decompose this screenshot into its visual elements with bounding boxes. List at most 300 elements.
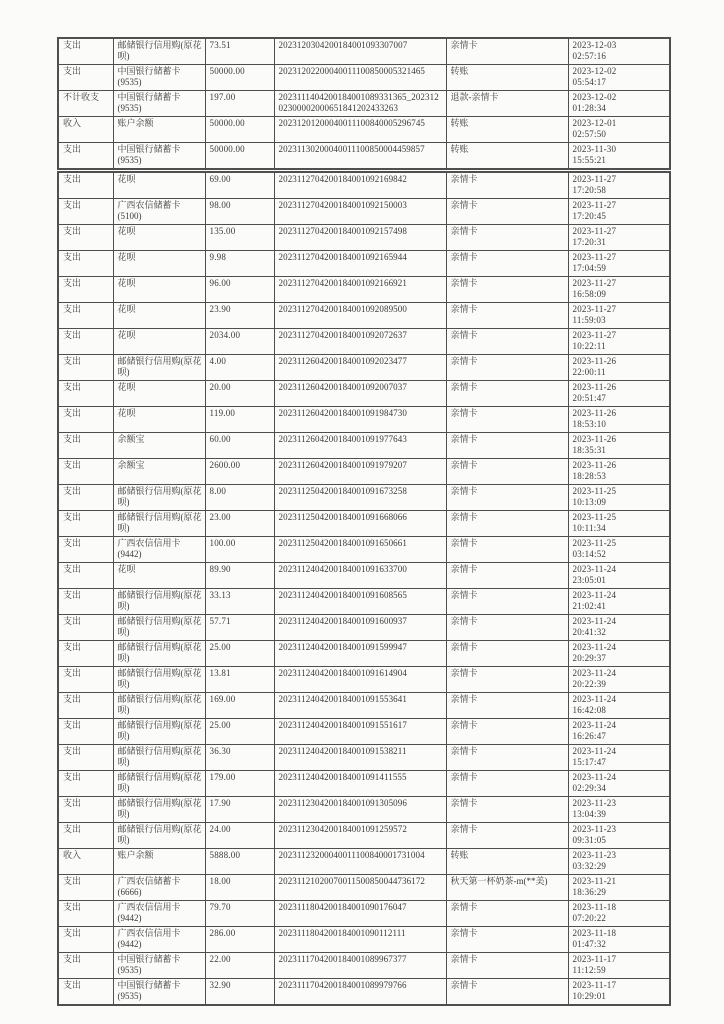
transaction-id-cell: 2023111804200184001090176047 bbox=[274, 901, 446, 927]
date-line: 2023-12-03 bbox=[572, 40, 617, 50]
time-line: 18:53:10 bbox=[572, 419, 607, 429]
time-line: 10:13:09 bbox=[572, 497, 607, 507]
datetime-cell bbox=[568, 745, 670, 771]
time-line: 10:11:34 bbox=[572, 523, 606, 533]
time-line: 17:04:59 bbox=[572, 263, 607, 273]
transaction-id-cell: 2023112704200184001092169842 bbox=[274, 172, 446, 199]
time-line: 15:55:21 bbox=[572, 155, 607, 165]
date-line: 2023-11-25 bbox=[572, 512, 617, 522]
remark-cell: 亲情卡 bbox=[446, 693, 568, 719]
transaction-row bbox=[58, 65, 670, 91]
date-line: 2023-11-27 bbox=[572, 278, 617, 288]
flow-type-cell: 支出 bbox=[58, 823, 113, 849]
transaction-id-cell: 2023112704200184001092166921 bbox=[274, 277, 446, 303]
time-line: 23:05:01 bbox=[572, 575, 607, 585]
payment-method-cell: 邮储银行信用购(原花呗) bbox=[113, 355, 205, 381]
remark-cell: 亲情卡 bbox=[446, 407, 568, 433]
datetime-cell bbox=[568, 927, 670, 953]
amount-cell: 179.00 bbox=[205, 771, 274, 797]
time-line: 16:42:08 bbox=[572, 705, 607, 715]
datetime-cell bbox=[568, 589, 670, 615]
transaction-row bbox=[58, 615, 670, 641]
amount-cell: 36.30 bbox=[205, 745, 274, 771]
flow-type-cell: 支出 bbox=[58, 329, 113, 355]
transaction-id-cell: 2023112704200184001092157498 bbox=[274, 225, 446, 251]
flow-type-cell: 支出 bbox=[58, 615, 113, 641]
date-line: 2023-11-23 bbox=[572, 850, 617, 860]
time-line: 21:02:41 bbox=[572, 601, 607, 611]
transaction-row bbox=[58, 172, 670, 199]
remark-cell: 亲情卡 bbox=[446, 199, 568, 225]
payment-method-cell: 邮储银行信用购(原花呗) bbox=[113, 823, 205, 849]
transaction-id-cell: 20231121020070011500850044736172 bbox=[274, 875, 446, 901]
remark-cell: 亲情卡 bbox=[446, 38, 568, 65]
datetime-cell bbox=[568, 117, 670, 143]
payment-method-cell: 广西农信信用卡(9442) bbox=[113, 901, 205, 927]
time-line: 20:41:32 bbox=[572, 627, 607, 637]
flow-type-cell: 支出 bbox=[58, 433, 113, 459]
datetime-cell bbox=[568, 719, 670, 745]
transaction-id-cell: 20231202200040011100850005321465 bbox=[274, 65, 446, 91]
payment-method-cell: 花呗 bbox=[113, 407, 205, 433]
datetime-cell bbox=[568, 407, 670, 433]
payment-method-cell: 邮储银行信用购(原花呗) bbox=[113, 511, 205, 537]
time-line: 01:47:32 bbox=[572, 939, 607, 949]
transaction-row bbox=[58, 927, 670, 953]
transaction-id-cell: 2023112504200184001091668066 bbox=[274, 511, 446, 537]
payment-method-cell: 中国银行储蓄卡(9535) bbox=[113, 143, 205, 170]
amount-cell: 79.70 bbox=[205, 901, 274, 927]
payment-method-cell: 邮储银行信用购(原花呗) bbox=[113, 693, 205, 719]
payment-method-cell: 花呗 bbox=[113, 381, 205, 407]
flow-type-cell: 支出 bbox=[58, 875, 113, 901]
time-line: 10:22:11 bbox=[572, 341, 606, 351]
remark-cell: 亲情卡 bbox=[446, 355, 568, 381]
remark-cell: 亲情卡 bbox=[446, 667, 568, 693]
transaction-id-cell: 2023111704200184001089979766 bbox=[274, 979, 446, 1006]
remark-cell: 亲情卡 bbox=[446, 797, 568, 823]
transaction-id-cell: 2023112404200184001091608565 bbox=[274, 589, 446, 615]
datetime-cell bbox=[568, 797, 670, 823]
amount-cell: 4.00 bbox=[205, 355, 274, 381]
time-line: 17:20:45 bbox=[572, 211, 607, 221]
amount-cell: 13.81 bbox=[205, 667, 274, 693]
payment-method-cell: 余额宝 bbox=[113, 433, 205, 459]
remark-cell: 亲情卡 bbox=[446, 303, 568, 329]
transaction-row bbox=[58, 953, 670, 979]
transaction-id-cell: 2023112704200184001092089500 bbox=[274, 303, 446, 329]
amount-cell: 100.00 bbox=[205, 537, 274, 563]
transaction-id-cell: 2023111804200184001090112111 bbox=[274, 927, 446, 953]
transaction-row bbox=[58, 849, 670, 875]
date-line: 2023-11-24 bbox=[572, 642, 617, 652]
date-line: 2023-11-24 bbox=[572, 616, 617, 626]
remark-cell: 亲情卡 bbox=[446, 433, 568, 459]
amount-cell: 25.00 bbox=[205, 641, 274, 667]
flow-type-cell: 支出 bbox=[58, 901, 113, 927]
remark-cell: 亲情卡 bbox=[446, 589, 568, 615]
datetime-cell bbox=[568, 693, 670, 719]
date-line: 2023-11-27 bbox=[572, 226, 617, 236]
transaction-id-cell: 2023112404200184001091411555 bbox=[274, 771, 446, 797]
amount-cell: 17.90 bbox=[205, 797, 274, 823]
amount-cell: 119.00 bbox=[205, 407, 274, 433]
flow-type-cell: 支出 bbox=[58, 199, 113, 225]
date-line: 2023-11-24 bbox=[572, 720, 617, 730]
transaction-id-cell: 2023112504200184001091650661 bbox=[274, 537, 446, 563]
transaction-row bbox=[58, 459, 670, 485]
flow-type-cell: 支出 bbox=[58, 303, 113, 329]
amount-cell: 8.00 bbox=[205, 485, 274, 511]
time-line: 16:26:47 bbox=[572, 731, 607, 741]
transaction-row bbox=[58, 901, 670, 927]
flow-type-cell: 收入 bbox=[58, 117, 113, 143]
flow-type-cell: 支出 bbox=[58, 355, 113, 381]
datetime-cell bbox=[568, 381, 670, 407]
amount-cell: 135.00 bbox=[205, 225, 274, 251]
amount-cell: 50000.00 bbox=[205, 117, 274, 143]
datetime-cell bbox=[568, 38, 670, 65]
remark-cell: 亲情卡 bbox=[446, 745, 568, 771]
remark-cell: 亲情卡 bbox=[446, 277, 568, 303]
transaction-row bbox=[58, 693, 670, 719]
transaction-row bbox=[58, 433, 670, 459]
amount-cell: 197.00 bbox=[205, 91, 274, 117]
transaction-row bbox=[58, 537, 670, 563]
transaction-id-cell: 2023111704200184001089967377 bbox=[274, 953, 446, 979]
amount-cell: 32.90 bbox=[205, 979, 274, 1006]
payment-method-cell: 花呗 bbox=[113, 563, 205, 589]
remark-cell: 亲情卡 bbox=[446, 459, 568, 485]
time-line: 16:58:09 bbox=[572, 289, 607, 299]
payment-method-cell: 花呗 bbox=[113, 251, 205, 277]
transaction-id-cell: 2023112704200184001092150003 bbox=[274, 199, 446, 225]
date-line: 2023-11-24 bbox=[572, 564, 617, 574]
time-line: 17:20:31 bbox=[572, 237, 607, 247]
transaction-row bbox=[58, 329, 670, 355]
amount-cell: 22.00 bbox=[205, 953, 274, 979]
amount-cell: 9.98 bbox=[205, 251, 274, 277]
date-line: 2023-11-27 bbox=[572, 304, 617, 314]
date-line: 2023-11-24 bbox=[572, 746, 617, 756]
time-line: 02:29:34 bbox=[572, 783, 607, 793]
date-line: 2023-11-23 bbox=[572, 798, 617, 808]
transaction-row bbox=[58, 589, 670, 615]
flow-type-cell: 支出 bbox=[58, 927, 113, 953]
date-line: 2023-11-24 bbox=[572, 590, 617, 600]
payment-method-cell: 花呗 bbox=[113, 277, 205, 303]
time-line: 02:57:50 bbox=[572, 129, 607, 139]
amount-cell: 98.00 bbox=[205, 199, 274, 225]
transaction-id-cell: 2023112404200184001091551617 bbox=[274, 719, 446, 745]
datetime-cell bbox=[568, 615, 670, 641]
transaction-id-cell: 2023112404200184001091599947 bbox=[274, 641, 446, 667]
flow-type-cell: 支出 bbox=[58, 953, 113, 979]
time-line: 05:54:17 bbox=[572, 77, 607, 87]
flow-type-cell: 支出 bbox=[58, 485, 113, 511]
datetime-cell bbox=[568, 199, 670, 225]
date-line: 2023-11-24 bbox=[572, 668, 617, 678]
transaction-row bbox=[58, 407, 670, 433]
datetime-cell bbox=[568, 979, 670, 1006]
time-line: 11:59:03 bbox=[572, 315, 606, 325]
transactions-table-top-body bbox=[58, 38, 670, 169]
flow-type-cell: 支出 bbox=[58, 511, 113, 537]
datetime-cell bbox=[568, 329, 670, 355]
transaction-id-cell: 2023112404200184001091553641 bbox=[274, 693, 446, 719]
transaction-id-cell: 20231130200040011100850004459857 bbox=[274, 143, 446, 170]
flow-type-cell: 支出 bbox=[58, 38, 113, 65]
payment-method-cell: 邮储银行信用购(原花呗) bbox=[113, 745, 205, 771]
date-line: 2023-12-01 bbox=[572, 118, 617, 128]
remark-cell: 亲情卡 bbox=[446, 719, 568, 745]
datetime-cell bbox=[568, 901, 670, 927]
flow-type-cell: 不计收支 bbox=[58, 91, 113, 117]
transaction-row bbox=[58, 199, 670, 225]
date-line: 2023-12-02 bbox=[572, 92, 617, 102]
amount-cell: 50000.00 bbox=[205, 143, 274, 170]
flow-type-cell: 支出 bbox=[58, 693, 113, 719]
time-line: 10:29:01 bbox=[572, 991, 607, 1001]
payment-method-cell: 花呗 bbox=[113, 225, 205, 251]
transaction-row bbox=[58, 797, 670, 823]
flow-type-cell: 支出 bbox=[58, 407, 113, 433]
flow-type-cell: 支出 bbox=[58, 771, 113, 797]
time-line: 15:17:47 bbox=[572, 757, 607, 767]
amount-cell: 57.71 bbox=[205, 615, 274, 641]
transaction-id-cell: 20231123200040011100840001731004 bbox=[274, 849, 446, 875]
datetime-cell bbox=[568, 511, 670, 537]
transaction-id-cell: 2023112504200184001091673258 bbox=[274, 485, 446, 511]
payment-method-cell: 邮储银行信用购(原花呗) bbox=[113, 771, 205, 797]
amount-cell: 286.00 bbox=[205, 927, 274, 953]
flow-type-cell: 支出 bbox=[58, 719, 113, 745]
remark-cell: 亲情卡 bbox=[446, 537, 568, 563]
payment-method-cell: 中国银行储蓄卡(9535) bbox=[113, 65, 205, 91]
flow-type-cell: 支出 bbox=[58, 745, 113, 771]
transaction-id-cell: 2023112604200184001092023477 bbox=[274, 355, 446, 381]
amount-cell: 60.00 bbox=[205, 433, 274, 459]
transaction-row bbox=[58, 745, 670, 771]
time-line: 20:29:37 bbox=[572, 653, 607, 663]
time-line: 03:32:29 bbox=[572, 861, 607, 871]
transaction-id-cell: 2023112604200184001092007037 bbox=[274, 381, 446, 407]
transaction-id-cell: 2023111404200184001089331365_20231202300002000651841202433263 bbox=[274, 91, 446, 117]
date-line: 2023-11-18 bbox=[572, 902, 617, 912]
transaction-id-cell: 2023112404200184001091633700 bbox=[274, 563, 446, 589]
flow-type-cell: 支出 bbox=[58, 143, 113, 170]
amount-cell: 18.00 bbox=[205, 875, 274, 901]
payment-method-cell: 邮储银行信用购(原花呗) bbox=[113, 667, 205, 693]
transaction-row bbox=[58, 979, 670, 1006]
flow-type-cell: 支出 bbox=[58, 251, 113, 277]
transaction-row bbox=[58, 251, 670, 277]
amount-cell: 25.00 bbox=[205, 719, 274, 745]
date-line: 2023-11-18 bbox=[572, 928, 617, 938]
flow-type-cell: 支出 bbox=[58, 459, 113, 485]
transaction-id-cell: 2023112404200184001091538211 bbox=[274, 745, 446, 771]
payment-method-cell: 邮储银行信用购(原花呗) bbox=[113, 641, 205, 667]
time-line: 02:57:16 bbox=[572, 51, 607, 61]
date-line: 2023-11-27 bbox=[572, 330, 617, 340]
remark-cell: 亲情卡 bbox=[446, 225, 568, 251]
transaction-row bbox=[58, 117, 670, 143]
datetime-cell bbox=[568, 823, 670, 849]
transaction-row bbox=[58, 641, 670, 667]
remark-cell: 转账 bbox=[446, 143, 568, 170]
date-line: 2023-11-25 bbox=[572, 538, 617, 548]
flow-type-cell: 支出 bbox=[58, 797, 113, 823]
datetime-cell bbox=[568, 65, 670, 91]
amount-cell: 169.00 bbox=[205, 693, 274, 719]
payment-method-cell: 邮储银行信用购(原花呗) bbox=[113, 485, 205, 511]
transaction-row bbox=[58, 277, 670, 303]
transaction-row bbox=[58, 225, 670, 251]
datetime-cell bbox=[568, 641, 670, 667]
remark-cell: 亲情卡 bbox=[446, 615, 568, 641]
amount-cell: 2034.00 bbox=[205, 329, 274, 355]
remark-cell: 亲情卡 bbox=[446, 485, 568, 511]
payment-method-cell: 邮储银行信用购(原花呗) bbox=[113, 589, 205, 615]
time-line: 20:51:47 bbox=[572, 393, 607, 403]
flow-type-cell: 支出 bbox=[58, 979, 113, 1006]
amount-cell: 23.00 bbox=[205, 511, 274, 537]
flow-type-cell: 支出 bbox=[58, 65, 113, 91]
transaction-id-cell: 2023112604200184001091979207 bbox=[274, 459, 446, 485]
payment-method-cell: 中国银行储蓄卡(9535) bbox=[113, 953, 205, 979]
flow-type-cell: 收入 bbox=[58, 849, 113, 875]
remark-cell: 亲情卡 bbox=[446, 979, 568, 1006]
payment-method-cell: 中国银行储蓄卡(9535) bbox=[113, 979, 205, 1006]
transaction-id-cell: 2023112404200184001091614904 bbox=[274, 667, 446, 693]
time-line: 18:28:53 bbox=[572, 471, 607, 481]
payment-method-cell: 广西农信信用卡(9442) bbox=[113, 927, 205, 953]
transaction-row bbox=[58, 38, 670, 65]
datetime-cell bbox=[568, 667, 670, 693]
flow-type-cell: 支出 bbox=[58, 667, 113, 693]
datetime-cell bbox=[568, 849, 670, 875]
transaction-row bbox=[58, 563, 670, 589]
transactions-table-top bbox=[57, 37, 671, 170]
date-line: 2023-11-26 bbox=[572, 460, 617, 470]
datetime-cell bbox=[568, 485, 670, 511]
time-line: 18:35:31 bbox=[572, 445, 607, 455]
time-line: 17:20:58 bbox=[572, 185, 607, 195]
datetime-cell bbox=[568, 91, 670, 117]
flow-type-cell: 支出 bbox=[58, 563, 113, 589]
amount-cell: 33.13 bbox=[205, 589, 274, 615]
amount-cell: 5888.00 bbox=[205, 849, 274, 875]
amount-cell: 89.90 bbox=[205, 563, 274, 589]
datetime-cell bbox=[568, 771, 670, 797]
remark-cell: 亲情卡 bbox=[446, 823, 568, 849]
amount-cell: 50000.00 bbox=[205, 65, 274, 91]
payment-method-cell: 中国银行储蓄卡(9535) bbox=[113, 91, 205, 117]
time-line: 22:00:11 bbox=[572, 367, 606, 377]
date-line: 2023-12-02 bbox=[572, 66, 617, 76]
datetime-cell bbox=[568, 433, 670, 459]
datetime-cell bbox=[568, 537, 670, 563]
date-line: 2023-11-23 bbox=[572, 824, 617, 834]
remark-cell: 退款-亲情卡 bbox=[446, 91, 568, 117]
flow-type-cell: 支出 bbox=[58, 537, 113, 563]
date-line: 2023-11-24 bbox=[572, 772, 617, 782]
date-line: 2023-11-26 bbox=[572, 434, 617, 444]
datetime-cell bbox=[568, 251, 670, 277]
time-line: 11:12:59 bbox=[572, 965, 606, 975]
datetime-cell bbox=[568, 225, 670, 251]
remark-cell: 亲情卡 bbox=[446, 329, 568, 355]
transaction-id-cell: 20231201200040011100840005296745 bbox=[274, 117, 446, 143]
date-line: 2023-11-27 bbox=[572, 174, 617, 184]
remark-cell: 亲情卡 bbox=[446, 251, 568, 277]
transaction-row bbox=[58, 823, 670, 849]
time-line: 18:36:29 bbox=[572, 887, 607, 897]
transaction-id-cell: 2023112604200184001091984730 bbox=[274, 407, 446, 433]
date-line: 2023-11-26 bbox=[572, 408, 617, 418]
transaction-row bbox=[58, 485, 670, 511]
time-line: 09:31:05 bbox=[572, 835, 607, 845]
date-line: 2023-11-17 bbox=[572, 980, 617, 990]
payment-method-cell: 花呗 bbox=[113, 172, 205, 199]
time-line: 20:22:39 bbox=[572, 679, 607, 689]
transactions-table-bottom-body bbox=[58, 172, 670, 1005]
transaction-row bbox=[58, 771, 670, 797]
date-line: 2023-11-17 bbox=[572, 954, 617, 964]
datetime-cell bbox=[568, 172, 670, 199]
payment-method-cell: 邮储银行信用购(原花呗) bbox=[113, 38, 205, 65]
payment-method-cell: 邮储银行信用购(原花呗) bbox=[113, 797, 205, 823]
time-line: 03:14:52 bbox=[572, 549, 607, 559]
flow-type-cell: 支出 bbox=[58, 172, 113, 199]
datetime-cell bbox=[568, 563, 670, 589]
transaction-id-cell: 2023120304200184001093307007 bbox=[274, 38, 446, 65]
datetime-cell bbox=[568, 875, 670, 901]
amount-cell: 23.90 bbox=[205, 303, 274, 329]
amount-cell: 2600.00 bbox=[205, 459, 274, 485]
datetime-cell bbox=[568, 355, 670, 381]
transaction-id-cell: 2023112704200184001092072637 bbox=[274, 329, 446, 355]
transaction-row bbox=[58, 667, 670, 693]
amount-cell: 20.00 bbox=[205, 381, 274, 407]
time-line: 13:04:39 bbox=[572, 809, 607, 819]
transaction-row bbox=[58, 511, 670, 537]
flow-type-cell: 支出 bbox=[58, 641, 113, 667]
transaction-id-cell: 2023112304200184001091259572 bbox=[274, 823, 446, 849]
date-line: 2023-11-26 bbox=[572, 382, 617, 392]
date-line: 2023-11-27 bbox=[572, 252, 617, 262]
datetime-cell bbox=[568, 459, 670, 485]
date-line: 2023-11-21 bbox=[572, 876, 617, 886]
time-line: 01:28:34 bbox=[572, 103, 607, 113]
transaction-row bbox=[58, 355, 670, 381]
remark-cell: 亲情卡 bbox=[446, 563, 568, 589]
remark-cell: 亲情卡 bbox=[446, 953, 568, 979]
remark-cell: 亲情卡 bbox=[446, 381, 568, 407]
date-line: 2023-11-25 bbox=[572, 486, 617, 496]
flow-type-cell: 支出 bbox=[58, 589, 113, 615]
time-line: 07:20:22 bbox=[572, 913, 607, 923]
remark-cell: 亲情卡 bbox=[446, 172, 568, 199]
datetime-cell bbox=[568, 953, 670, 979]
flow-type-cell: 支出 bbox=[58, 225, 113, 251]
payment-method-cell: 花呗 bbox=[113, 303, 205, 329]
transaction-id-cell: 2023112304200184001091305096 bbox=[274, 797, 446, 823]
remark-cell: 转账 bbox=[446, 65, 568, 91]
remark-cell: 转账 bbox=[446, 849, 568, 875]
date-line: 2023-11-27 bbox=[572, 200, 617, 210]
payment-method-cell: 邮储银行信用购(原花呗) bbox=[113, 719, 205, 745]
